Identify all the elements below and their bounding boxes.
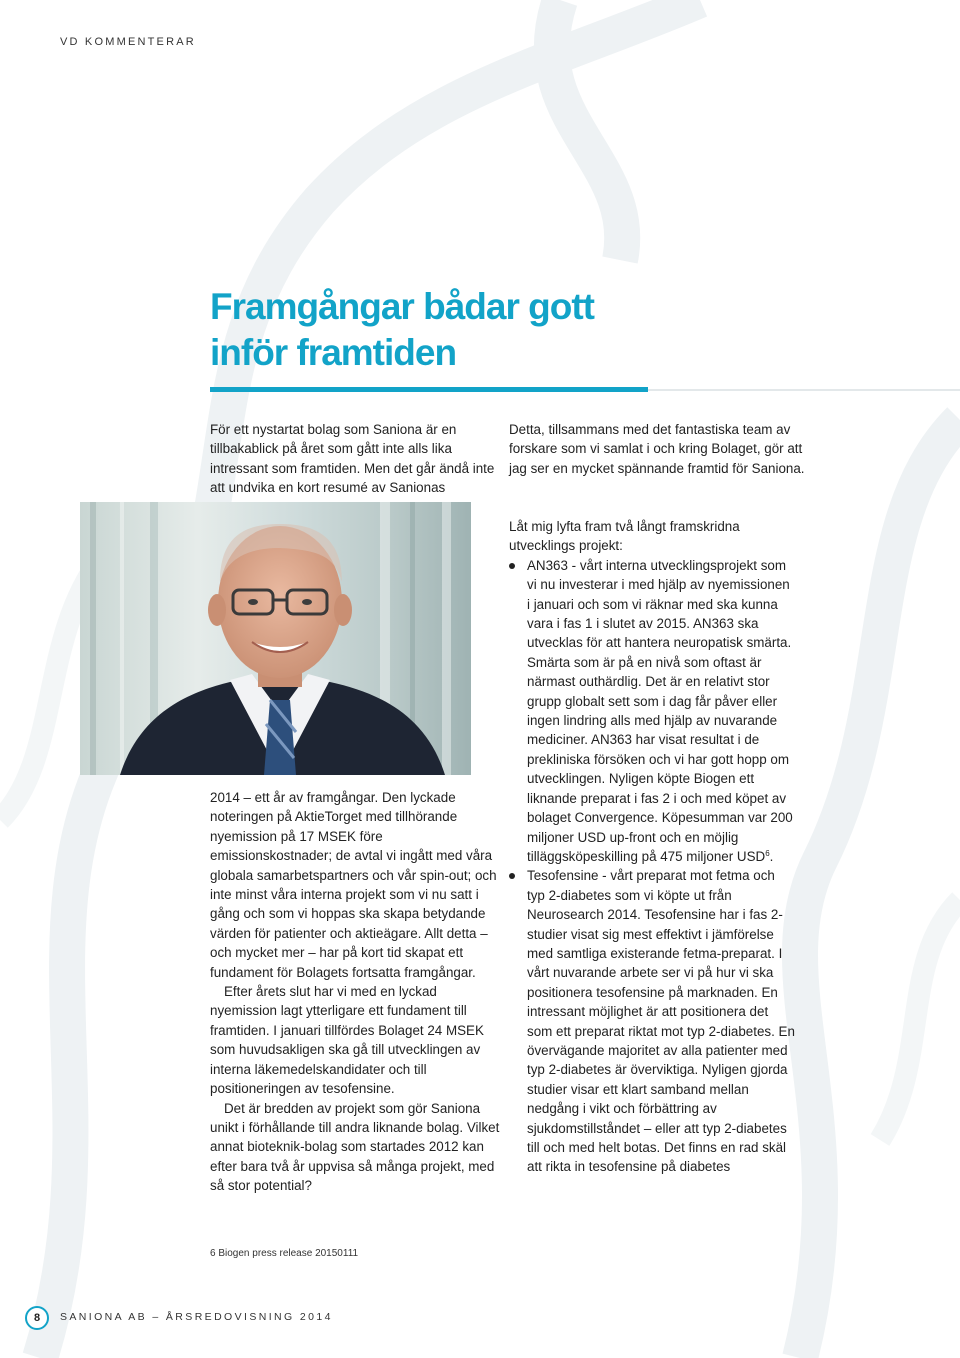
title-line-2: inför framtiden — [210, 332, 457, 373]
left-paragraph-1: 2014 – ett år av framgångar. Den lyckade noteringen på AktieTorget med tillhörande nyemission på 17 MSEK före emissionskostnader; de avtal vi ingått med våra globala samarbetspartners och vår spin-out; och inte minst våra interna projekt som vi nu satt i gång och som vi hoppas ska skapa betydande värden för patienter och aktieägare. Allt detta – och mycket mer – har på kort tid skapat ett fundament för Bolagets fortsatta framgångar. — [210, 790, 497, 980]
bullet-tesofensine-text: Tesofensine - vårt preparat mot fetma och typ 2-diabetes som vi köpte ut från Neurosearch 2014. Tesofensine har i fas 2-studier visat sig mest effektivt i jämförelse med samtliga existerande fetma-preparat. I vårt nuvarande arbete ser vi på hur vi ska positionera tesofensine på marknaden. En intressant möjlighet är att positionera det som ett preparat riktat mot typ 2-diabetes. En övervägande majoritet av alla patienter med typ 2-diabetes är överviktiga. Nyligen gjorda studier visar ett klart samband mellan nedgång i vikt och förbättring av sjukdomstillståndet – eller att typ 2-diabetes till och med helt botas. Det finns en rad skäl att rikta in tesofensine på diabetes — [527, 868, 795, 1175]
title-divider-accent — [210, 387, 648, 392]
bullet-an363-end: . — [769, 848, 774, 864]
bullet-dot-icon — [509, 873, 515, 879]
right-paragraph-2: Låt mig lyfta fram två långt framskridna utvecklings projekt: — [509, 519, 740, 554]
footnote: 6 Biogen press release 20150111 — [210, 1248, 359, 1259]
right-intro-text — [509, 420, 809, 478]
page-number-badge — [25, 1306, 49, 1330]
bullet-dot-icon — [509, 563, 515, 569]
left-paragraph-2: Efter årets slut har vi med en lyckad nyemission lagt ytterligare ett fundament till framtiden. I januari tillfördes Bolaget 24 MSEK som huvudsakligen ska gå till utvecklingen av interna läkemedelskandidater och till positioneringen av tesofensine. — [210, 984, 484, 1097]
ceo-portrait-photo — [80, 502, 471, 775]
right-paragraph-1: Detta, tillsammans med det fantastiska team av forskare som vi samlat i och kring Bolaget, gör att jag ser en mycket spännande framtid för Saniona. — [509, 422, 805, 476]
project-bullet-list — [509, 556, 809, 1177]
bullet-an363-text: AN363 - vårt interna utvecklingsprojekt som vi nu investerar i med hjälp av nyemissionen i januari och som vi räknar med ska kunna vara i fas 1 i slutet av 2015. AN363 ska utvecklas för att hantera neuropatisk smärta. Smärta som är på en nivå som oftast är närmast outhärdlig. Det är en relativt stor grupp globalt sett som i dag får påver eller ingen lindring alls med hjälp av nuvarande mediciner. AN363 har visat resultat i de prekliniska försöken och vi har gott hopp om utvecklingen. Nyligen köpte Biogen ett liknande preparat i fas 2 i och med köpet av bolaget Convergence. Köpesumman var 200 miljoner USD up-front och en möjlig tilläggsköpeskilling på 475 miljoner USD — [527, 557, 793, 864]
left-body-text — [210, 788, 500, 1196]
page-number: 8 — [33, 1312, 41, 1324]
footnote-marker: 6 — [765, 848, 770, 858]
bullet-tesofensine — [509, 866, 795, 1177]
bullet-an363 — [509, 556, 795, 867]
title-line-1: Framgångar bådar gott — [210, 286, 594, 327]
intro-text-block — [210, 420, 500, 498]
footer-text: SANIONA AB – ÅRSREDOVISNING 2014 — [60, 1311, 333, 1323]
right-body-text — [509, 517, 809, 1177]
page-title — [210, 284, 594, 376]
left-paragraph-3: Det är bredden av projekt som gör Saniona unikt i förhållande till andra liknande bolag. Vilket annat bioteknik-bolag som startades 2012 kan efter bara två år uppvisa så många projekt, med så stor potential? — [210, 1100, 500, 1194]
intro-paragraph: För ett nystartat bolag som Saniona är en tillbakablick på året som gått inte alls lika intressant som framtiden. Men det går ändå inte att undvika en kort resumé av Sanionas — [210, 422, 495, 496]
section-label: VD KOMMENTERAR — [60, 36, 196, 48]
